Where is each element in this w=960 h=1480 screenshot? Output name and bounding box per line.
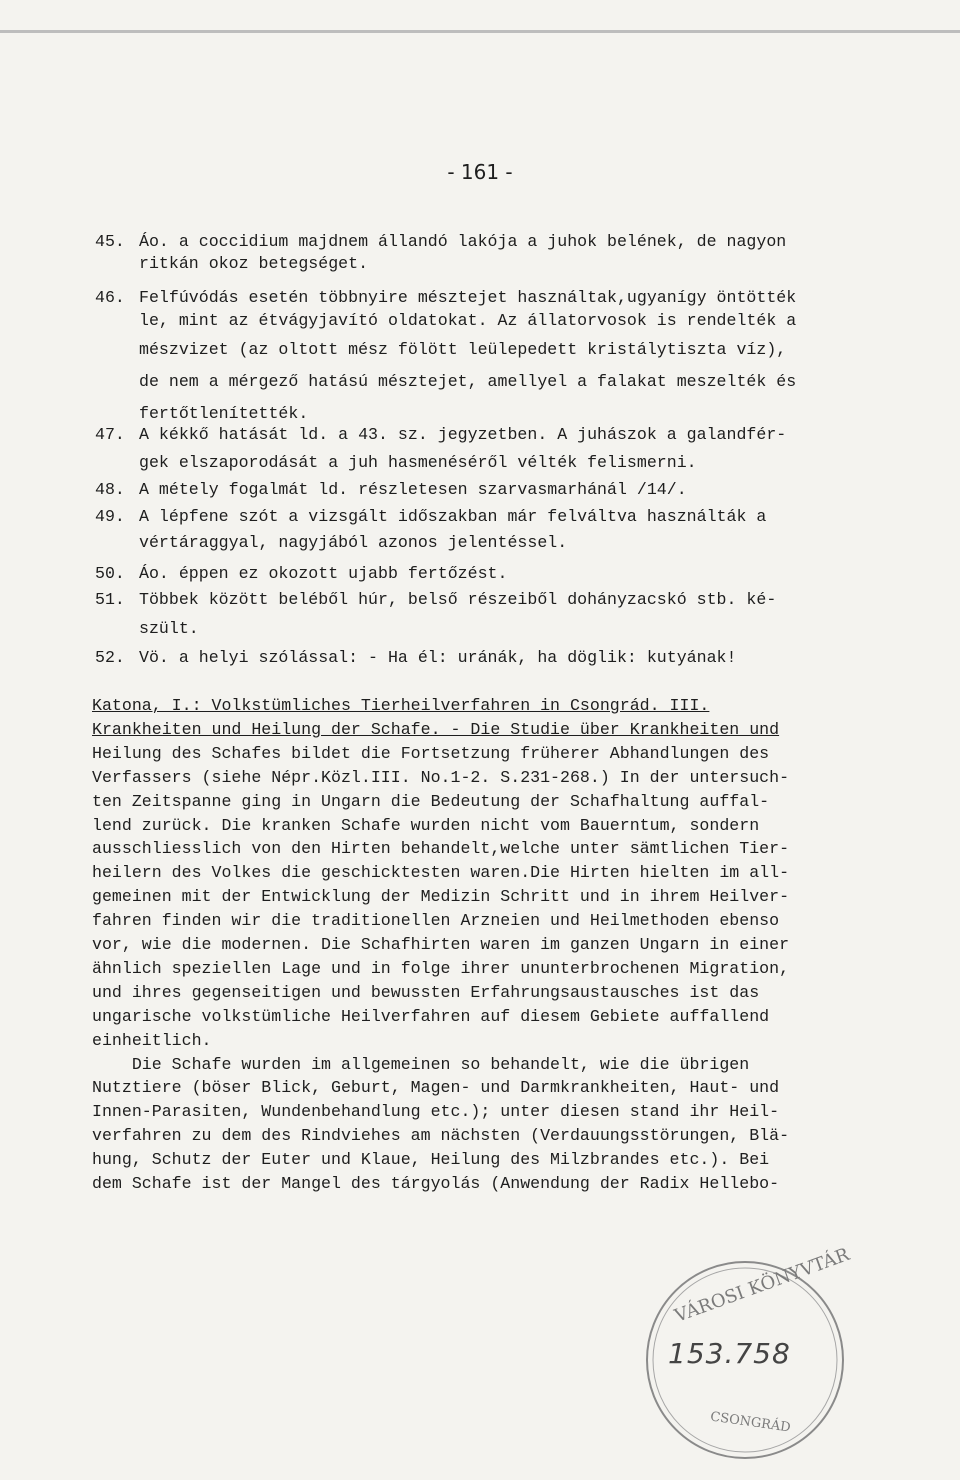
summary-line: einheitlich. bbox=[92, 1030, 212, 1050]
note-number: 49. bbox=[95, 507, 125, 526]
summary-line: Nutztiere (böser Blick, Geburt, Magen- und Darmkrankheiten, Haut- und bbox=[92, 1078, 780, 1098]
summary-line: Die Schafe wurden im allgemeinen so behandelt, wie die übrigen bbox=[92, 1054, 750, 1074]
note-number: 50. bbox=[95, 564, 125, 583]
note-line: de nem a mérgező hatású mésztejet, amellyel a falakat meszelték és bbox=[139, 372, 797, 391]
note-number: 51. bbox=[95, 590, 125, 609]
note-line: vértáraggyal, nagyjából azonos jelentéssel. bbox=[139, 533, 568, 552]
summary-line: lend zurück. Die kranken Schafe wurden nicht vom Bauerntum, sondern bbox=[92, 815, 760, 835]
note-line: Felfúvódás esetén többnyire mésztejet használtak,ugyanígy öntötték bbox=[139, 288, 797, 307]
note-line: le, mint az étvágyjavító oldatokat. Az állatorvosok is rendelték a bbox=[139, 311, 797, 330]
summary-line: ausschliesslich von den Hirten behandelt,welche unter sämtlichen Tier- bbox=[92, 839, 790, 859]
note-line: mészvizet (az oltott mész fölött leülepedett kristálytiszta víz), bbox=[139, 340, 787, 359]
stamp-bottom-text: CSONGRÁD bbox=[709, 1409, 792, 1436]
stamp-top-text: VÁROSI KÖNYVTÁR bbox=[671, 1244, 853, 1327]
note-line: Áo. a coccidium majdnem állandó lakója a juhok belének, de nagyon bbox=[139, 232, 787, 251]
summary-line: ten Zeitspanne ging in Ungarn die Bedeutung der Schafhaltung auffal- bbox=[92, 791, 770, 811]
summary-line: ähnlich speziellen Lage und in folge ihrer ununterbrochenen Migration, bbox=[92, 958, 790, 978]
scan-border bbox=[0, 30, 960, 33]
note-line: szült. bbox=[139, 619, 199, 638]
summary-line: fahren finden wir die traditionellen Arzneien und Heilmethoden ebenso bbox=[92, 911, 780, 931]
summary-title-line: Katona, I.: Volkstümliches Tierheilverfahren in Csongrád. III. bbox=[92, 696, 710, 715]
note-number: 45. bbox=[95, 232, 125, 251]
summary-line: Krankheiten und Heilung der Schafe. - Die Studie über Krankheiten und bbox=[92, 719, 780, 739]
note-line: fertőtlenítették. bbox=[139, 404, 309, 423]
note-number: 48. bbox=[95, 480, 125, 499]
note-line: A métely fogalmát ld. részletesen szarvasmarhánál /14/. bbox=[139, 480, 687, 499]
summary-line: dem Schafe ist der Mangel des tárgyolás (Anwendung der Radix Hellebo- bbox=[92, 1174, 780, 1193]
note-line: ritkán okoz betegséget. bbox=[139, 254, 369, 273]
summary-line: vor, wie die modernen. Die Schafhirten waren im ganzen Ungarn in einer bbox=[92, 935, 790, 954]
summary-line: Innen-Parasiten, Wundenbehandlung etc.); unter diesen stand ihr Heil- bbox=[92, 1102, 780, 1122]
summary-line: verfahren zu dem des Rindviehes am nächsten (Verdauungsstörungen, Blä- bbox=[92, 1126, 790, 1146]
summary-line: gemeinen mit der Entwicklung der Medizin Schritt und in ihrem Heilver- bbox=[92, 887, 790, 907]
handwritten-inventory-number: 153.758 bbox=[668, 1337, 791, 1370]
summary-line: ungarische volkstümliche Heilverfahren auf diesem Gebiete auffallend bbox=[92, 1006, 770, 1026]
summary-line: hung, Schutz der Euter und Klaue, Heilung des Milzbrandes etc.). Bei bbox=[92, 1150, 770, 1170]
summary-line: heilern des Volkes die geschicktesten waren.Die Hirten hielten im all- bbox=[92, 863, 790, 883]
summary-line: und ihres gegenseitigen und bewussten Erfahrungsaustausches ist das bbox=[92, 982, 760, 1002]
note-line: Vö. a helyi szólással: - Ha él: uránák, ha döglik: kutyának! bbox=[139, 648, 737, 667]
note-number: 47. bbox=[95, 425, 125, 444]
note-line: A kékkő hatását ld. a 43. sz. jegyzetben. A juhászok a galandfér- bbox=[139, 425, 787, 444]
note-number: 52. bbox=[95, 648, 125, 667]
page-number: - 161 - bbox=[447, 160, 513, 184]
note-line: gek elszaporodását a juh hasmenéséről vélték felismerni. bbox=[139, 453, 697, 472]
note-line: Áo. éppen ez okozott ujabb fertőzést. bbox=[139, 564, 508, 583]
note-line: A lépfene szót a vizsgált időszakban már felváltva használták a bbox=[139, 507, 767, 526]
summary-line: Heilung des Schafes bildet die Fortsetzung früherer Abhandlungen des bbox=[92, 743, 770, 763]
note-line: Többek között beléből húr, belső részeiből dohányzacskó stb. ké- bbox=[139, 590, 777, 609]
note-number: 46. bbox=[95, 288, 125, 307]
summary-line: Verfassers (siehe Népr.Közl.III. No.1-2. S.231-268.) In der untersuch- bbox=[92, 767, 790, 787]
